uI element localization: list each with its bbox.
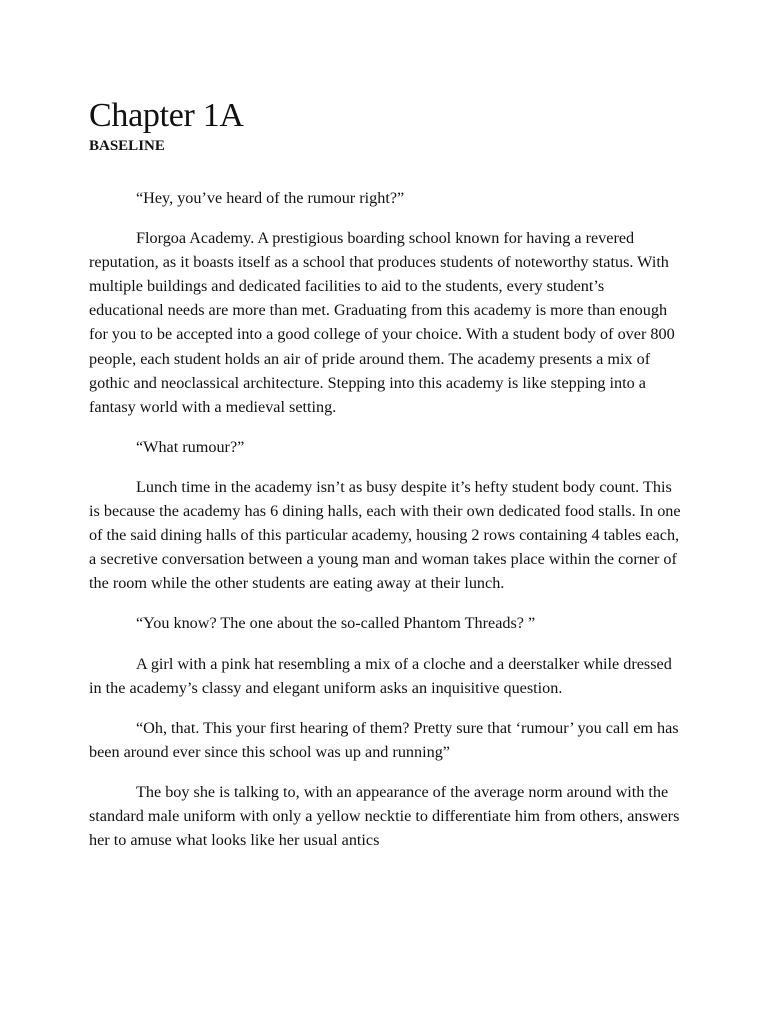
paragraph: “What rumour?” xyxy=(136,437,245,456)
paragraph: Florgoa Academy. A prestigious boarding school known for having a revered reputation, as it boasts itself as a school that produces students of noteworthy status. With multiple buildings and dedicated facilities to aid to the students, every student’s educational needs are more than met. Graduating from this academy is more than enough for you to be accepted into a good college of your choice. With a student body of over 800 people, each student holds an air of pride around them. The academy presents a mix of gothic and neoclassical architecture. Stepping into this academy is like stepping into a fantasy world with a medieval setting. xyxy=(89,229,675,416)
chapter-title: Chapter 1A xyxy=(89,97,244,134)
paragraph: “Oh, that. This your first hearing of them? Pretty sure that ‘rumour’ you call em has been around ever since this school was up and running” xyxy=(89,718,679,761)
paragraph: “You know? The one about the so-called Phantom Threads? ” xyxy=(136,614,536,633)
paragraph: “Hey, you’ve heard of the rumour right?” xyxy=(136,189,405,207)
paragraph: The boy she is talking to, with an appearance of the average norm around with the standard male uniform with only a yellow necktie to differentiate him from others, answers her to amuse what looks like her usual antics xyxy=(89,782,680,850)
paragraph: Lunch time in the academy isn’t as busy despite it’s hefty student body count. This is because the academy has 6 dining halls, each with their own dedicated food stalls. In one of the said dining halls of this particular academy, housing 2 rows containing 4 tables each, a secretive conversation between a young man and woman takes place within the corner of the room while the other students are eating away at their lunch. xyxy=(89,477,681,593)
document-page xyxy=(89,96,681,868)
paragraph: A girl with a pink hat resembling a mix of a cloche and a deerstalker while dressed in the academy’s classy and elegant uniform asks an inquisitive question. xyxy=(89,654,672,697)
chapter-subtitle: BASELINE xyxy=(89,138,165,154)
